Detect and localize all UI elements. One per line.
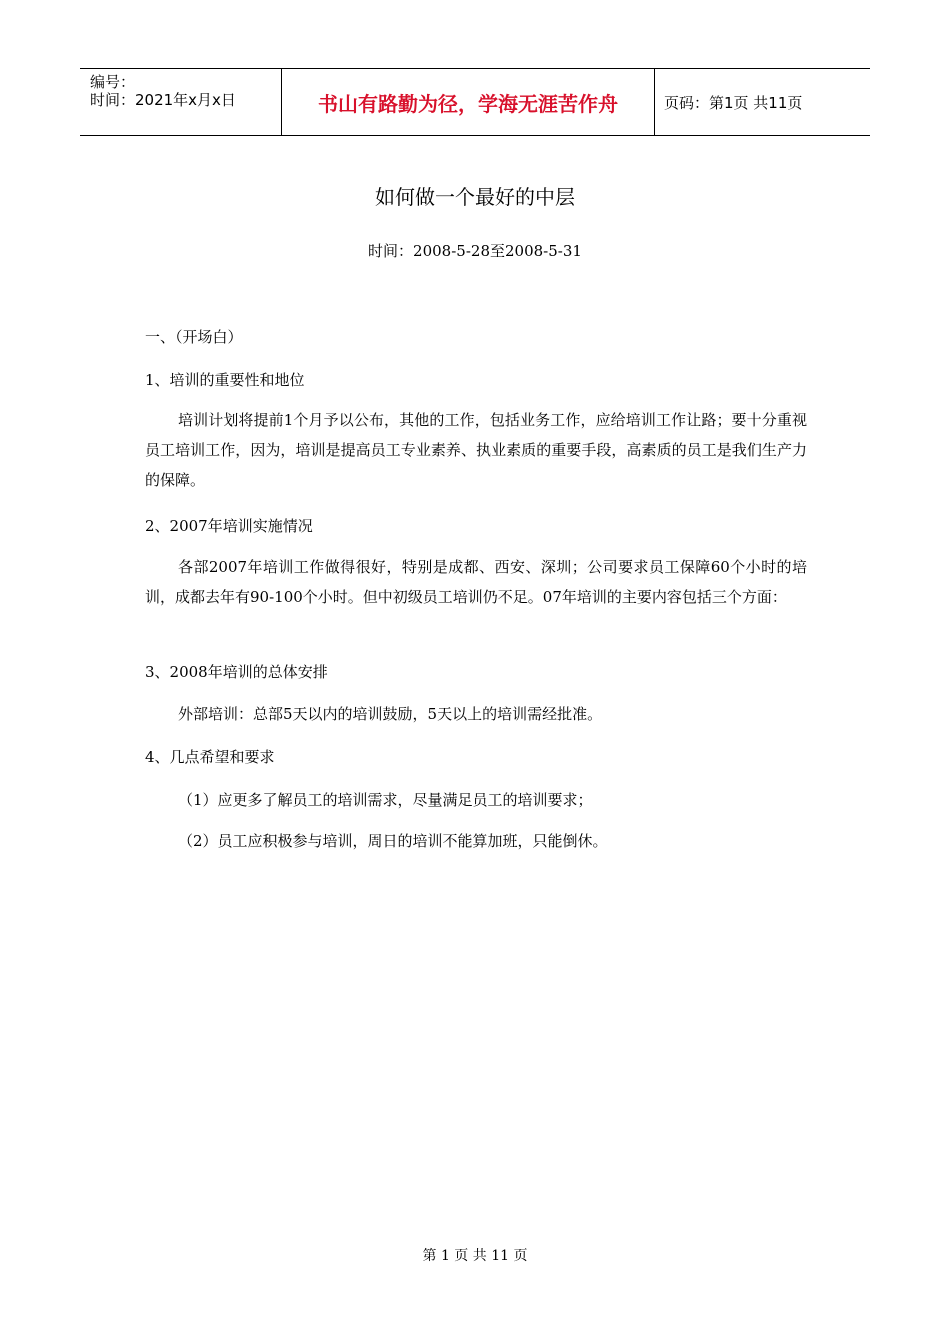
header-table [80,68,870,136]
section-3-heading: 3、2008年培训的总体安排 [145,663,328,681]
section-4-item-1: （1）应更多了解员工的培训需求，尽量满足员工的培训要求； [178,791,593,809]
document-date: 时间：2021年x月x日 [90,91,236,109]
motto: 书山有路勤为径，学海无涯苦作舟 [318,92,618,116]
page-footer: 第 1 页 共 11 页 [422,1248,528,1264]
section-4-item-2: （2）员工应积极参与培训，周日的培训不能算加班，只能倒休。 [178,832,608,850]
section-1-heading: 1、培训的重要性和地位 [145,371,305,389]
document-number-label: 编号： [90,73,136,91]
section-1-paragraph: 培训计划将提前1个月予以公布，其他的工作，包括业务工作，应给培训工作让路；要十分重视员工培训工作，因为，培训是提高员工专业素养、执业素质的重要手段，高素质的员工是我们生产力的保障。 [145,411,807,489]
header-right-cell [655,69,870,135]
page-title: 如何做一个最好的中层 [375,185,575,209]
section-2-heading: 2、2007年培训实施情况 [145,517,313,535]
header-left-cell [80,69,281,135]
opening-heading: 一、（开场白） [145,328,243,346]
section-4-heading: 4、几点希望和要求 [145,748,275,766]
section-2-paragraph: 各部2007年培训工作做得很好，特别是成都、西安、深圳；公司要求员工保障60个小时的培训，成都去年有90-100个小时。但中初级员工培训仍不足。07年培训的主要内容包括三个方面： [145,558,807,606]
page-info: 页码：第1页 共11页 [664,94,803,112]
header-motto-cell [281,69,655,135]
section-3-paragraph: 外部培训：总部5天以内的培训鼓励，5天以上的培训需经批准。 [178,705,603,723]
document-time: 时间：2008-5-28至2008-5-31 [368,242,582,260]
